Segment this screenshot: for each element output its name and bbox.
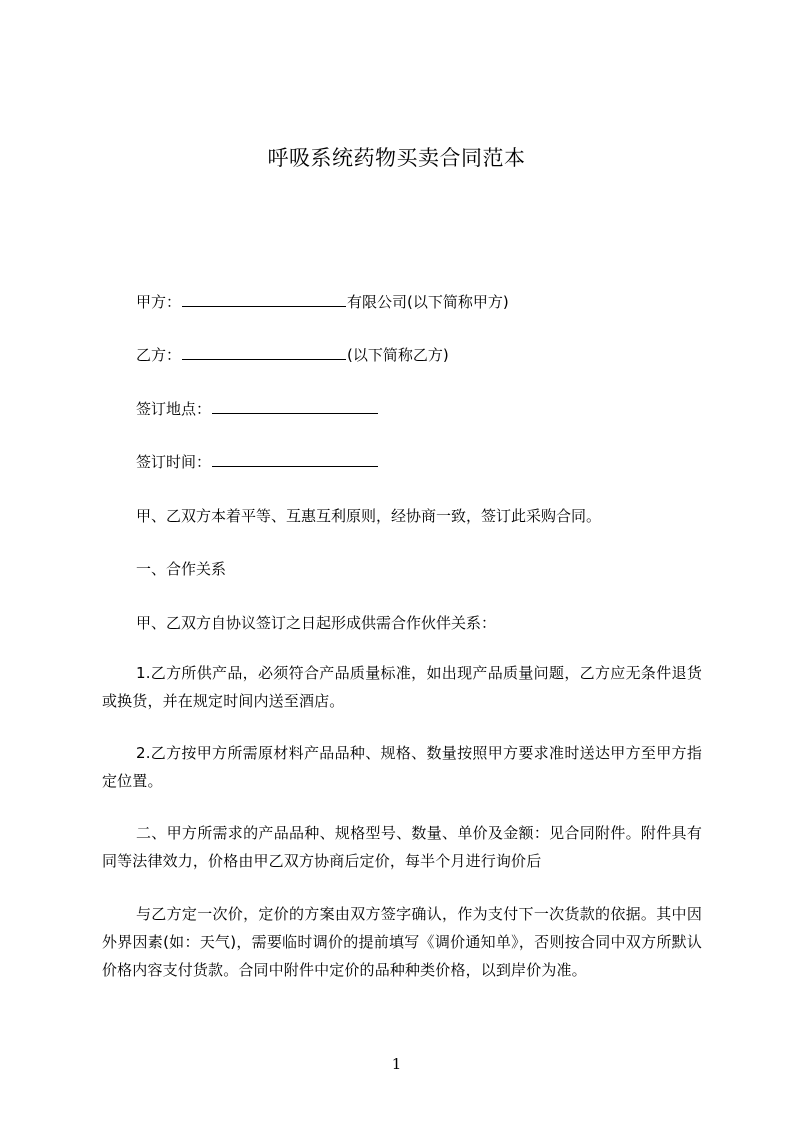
section1-heading: 一、合作关系 <box>136 560 227 578</box>
sign-place-line <box>136 399 379 419</box>
section1-text: 甲、乙双方自协议签订之日起形成供需合作伙伴关系： <box>136 614 497 632</box>
item-1-paragraph: 1.乙方所供产品，必须符合产品质量标准，如出现产品质量问题，乙方应无条件退货或换货，并在规定时间内送至酒店。 <box>102 664 702 710</box>
party-b-suffix: (以下简称乙方) <box>347 346 449 364</box>
party-b-blank <box>182 345 346 360</box>
item-2-paragraph: 2.乙方按甲方所需原材料产品品种、规格、数量按照甲方要求准时送达甲方至甲方指定位置。 <box>102 744 702 790</box>
intro-paragraph: 甲、乙双方本着平等、互惠互利原则，经协商一致，签订此采购合同。 <box>136 507 602 525</box>
party-a-label: 甲方： <box>136 293 182 311</box>
party-b-line <box>136 345 449 365</box>
party-a-suffix: 有限公司(以下简称甲方) <box>347 293 509 311</box>
sign-place-label: 签订地点： <box>136 400 212 418</box>
party-a-line <box>136 292 509 312</box>
sign-time-line <box>136 452 379 472</box>
page-number: 1 <box>391 1055 402 1073</box>
section2-paragraph: 二、甲方所需求的产品品种、规格型号、数量、单价及金额：见合同附件。附件具有同等法律效力，价格由甲乙双方协商后定价，每半个月进行询价后 <box>102 824 702 870</box>
section2-continuation: 与乙方定一次价，定价的方案由双方签字确认，作为支付下一次货款的依据。其中因外界因素(如：天气)，需要临时调价的提前填写《调价通知单》，否则按合同中双方所默认价格内容支付货款。合同中附件中定价的品种种类价格，以到岸价为准。 <box>102 905 702 979</box>
sign-place-blank <box>212 399 378 414</box>
sign-time-label: 签订时间： <box>136 453 212 471</box>
party-b-label: 乙方： <box>136 346 182 364</box>
document-title: 呼吸系统药物买卖合同范本 <box>267 146 526 170</box>
party-a-blank <box>182 292 346 307</box>
sign-time-blank <box>212 452 378 467</box>
